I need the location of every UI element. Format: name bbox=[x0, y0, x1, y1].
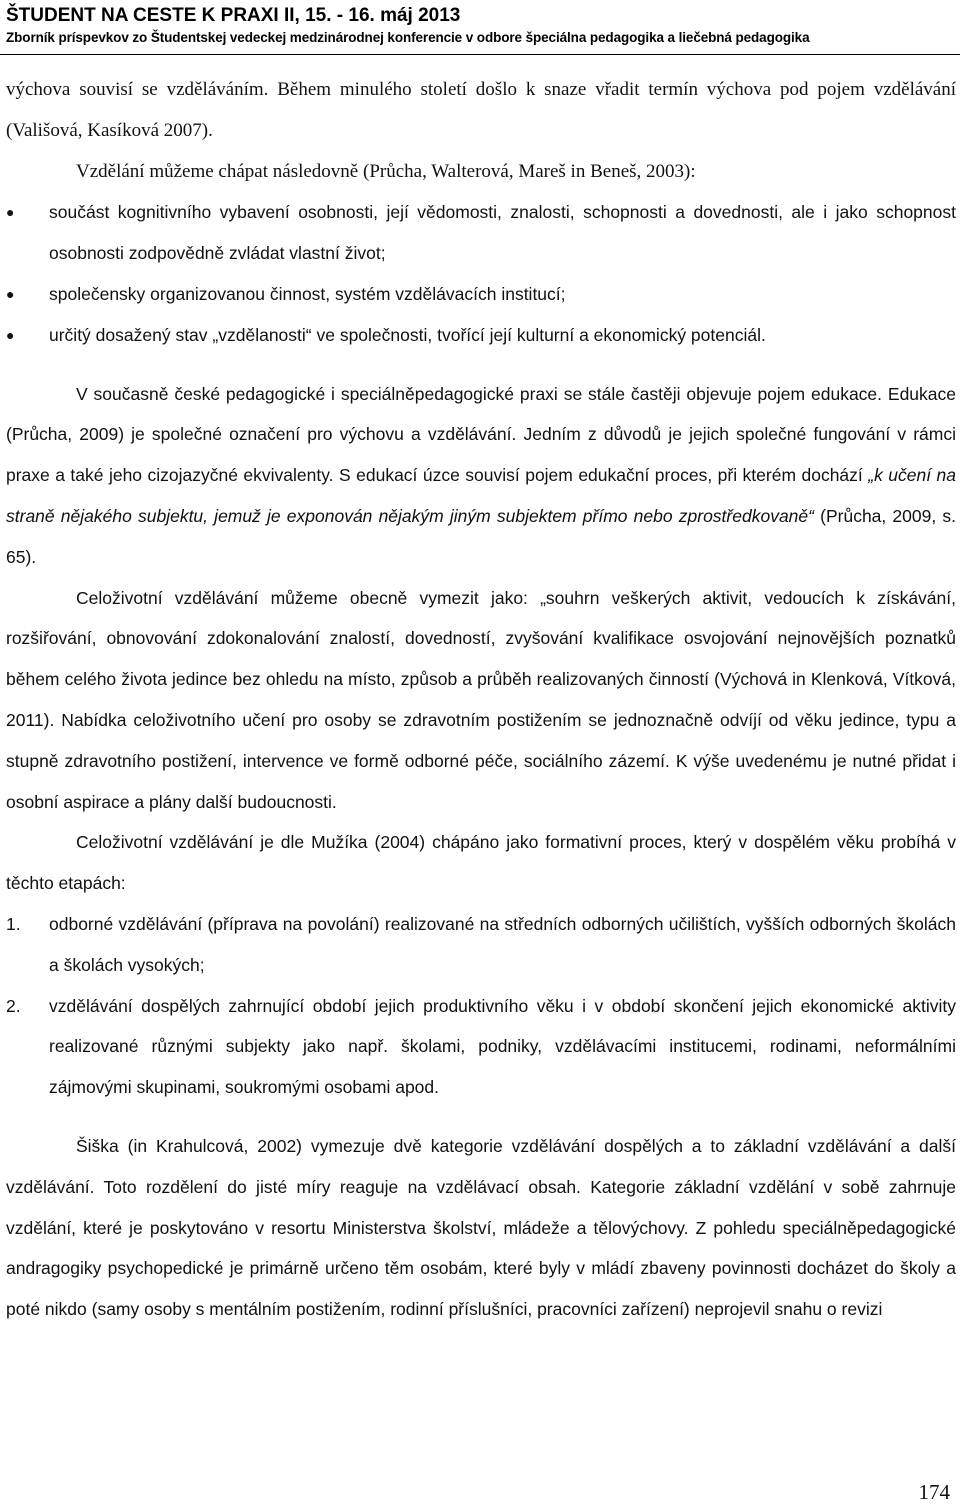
paragraph-3-citation: (Průcha, 2009, s. 65). bbox=[6, 505, 956, 567]
paragraph-1: výchova souvisí se vzděláváním. Během minulého století došlo k snaze vřadit termín výchova pod pojem vzdělávání (Vališová, Kasíková 2007). bbox=[6, 79, 956, 141]
item-number: 1. bbox=[6, 913, 21, 934]
item-number: 2. bbox=[6, 995, 21, 1016]
list-item bbox=[6, 315, 956, 356]
header-rule bbox=[0, 54, 960, 55]
page-header bbox=[6, 4, 956, 48]
list-item bbox=[6, 192, 956, 274]
document-body bbox=[6, 70, 956, 1330]
list-item-text: společensky organizovanou činnost, systém vzdělávacích institucí; bbox=[49, 283, 566, 304]
numbered-list bbox=[6, 904, 956, 1108]
paragraph-2: Vzdělání můžeme chápat následovně (Průcha, Walterová, Mareš in Beneš, 2003): bbox=[76, 160, 696, 182]
numbered-item-text: odborné vzdělávání (příprava na povolání) realizované na středních odborných učilištích, vyšších odborných školách a školách vysokých; bbox=[49, 913, 956, 975]
numbered-item bbox=[6, 986, 956, 1108]
paragraph-4: Celoživotní vzdělávání můžeme obecně vymezit jako: „souhrn veškerých aktivit, vedoucích k získávání, rozšiřování, obnovování zdokonalování znalostí, dovedností, zvyšování kvalifikace osvojování nejnovějších poznatků během celého života jedince bez ohledu na místo, způsob a průběh realizovaných činností (Výchová in Klenková, Vítková, 2011). Nabídka celoživotního učení pro osoby se zdravotním postižením se jednoznačně odvíjí od věku jedince, typu a stupně zdravotního postižení, intervence ve formě odborné péče, sociálního zázemí. K výše uvedenému je nutné přidat i osobní aspirace a plány další budoucnosti. bbox=[6, 587, 956, 812]
bullet-list bbox=[6, 192, 956, 355]
numbered-item bbox=[6, 904, 956, 986]
header-title: ŠTUDENT NA CESTE K PRAXI II, 15. - 16. máj 2013 bbox=[6, 5, 461, 26]
numbered-item-text: vzdělávání dospělých zahrnující období jejich produktivního věku i v období skončení jejich ekonomické aktivity realizované různými subjekty jako např. školami, podniky, vzdělávacími institucemi, rodinami, neformálními zájmovými skupinami, soukromými osobami apod. bbox=[49, 995, 956, 1098]
paragraph-3-quote: „k učení na straně nějakého subjektu, jemuž je exponován nějakým jiným subjektem přímo nebo zprostředkovaně“ bbox=[6, 465, 957, 526]
paragraph-3-text: V současně české pedagogické i speciálněpedagogické praxi se stále častěji objevuje pojem edukace. Edukace (Průcha, 2009) je společné označení pro výchovu a vzdělávání. Jedním z důvodů je jejich společné fungování v rámci praxe a také jeho cizojazyčné ekvivalenty. S edukací úzce souvisí pojem edukační proces, při kterém dochází bbox=[6, 383, 956, 486]
paragraph-5: Celoživotní vzdělávání je dle Mužíka (2004) chápáno jako formativní proces, který v dospělém věku probíhá v těchto etapách: bbox=[6, 832, 956, 894]
spacer bbox=[6, 356, 956, 374]
page-number: 174 bbox=[918, 1480, 950, 1504]
bullet-icon: ● bbox=[6, 326, 15, 343]
bullet-icon: ● bbox=[6, 204, 15, 221]
list-item bbox=[6, 274, 956, 315]
paragraph-3 bbox=[6, 374, 956, 578]
spacer bbox=[6, 1108, 956, 1126]
list-item-text: určitý dosažený stav „vzdělanosti“ ve společnosti, tvořící její kulturní a ekonomický potenciál. bbox=[49, 324, 766, 345]
list-item-text: součást kognitivního vybavení osobnosti, její vědomosti, znalosti, schopnosti a dovednosti, ale i jako schopnost osobnosti zodpovědně zvládat vlastní život; bbox=[49, 202, 956, 264]
paragraph-6: Šiška (in Krahulcová, 2002) vymezuje dvě kategorie vzdělávání dospělých a to základní vzdělávání a další vzdělávání. Toto rozdělení do jisté míry reaguje na vzdělávací obsah. Kategorie základní vzdělání v sobě zahrnuje vzdělání, které je poskytováno v resortu Ministerstva školství, mládeže a tělovýchovy. Z pohledu speciálněpedagogické andragogiky psychopedické je primárně určeno těm osobám, které byly v mládí zbaveny povinnosti docházet do školy a poté nikdo (samy osoby s mentálním postižením, rodinní příslušníci, pracovníci zařízení) neprojevil snahu o revizi bbox=[6, 1135, 956, 1320]
header-subtitle: Zborník príspevkov zo Študentskej vedeckej medzinárodnej konferencie v odbore špeciálna pedagogika a liečebná pedagogika bbox=[6, 30, 810, 45]
bullet-icon: ● bbox=[6, 285, 15, 302]
